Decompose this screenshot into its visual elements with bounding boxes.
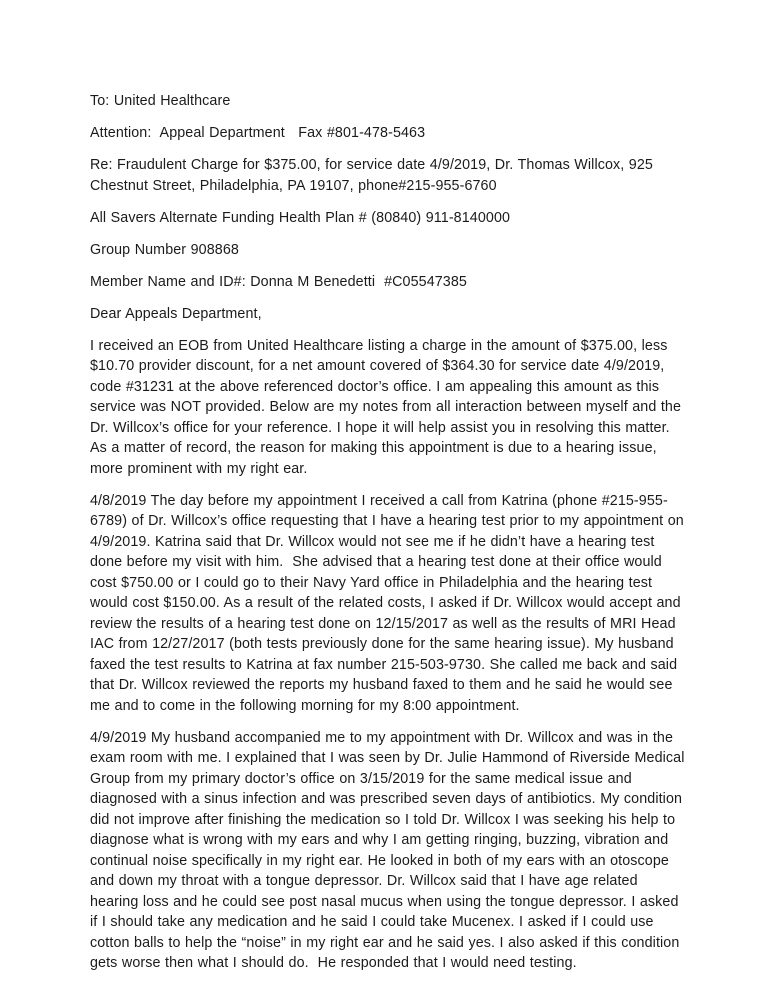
- letter-recipient-line: To: United Healthcare: [90, 93, 231, 109]
- appeal-letter: [90, 91, 689, 974]
- body-paragraph-2019-04-08: 4/8/2019 The day before my appointment I received a call from Katrina (phone #215-955-6789) of Dr. Willcox’s office requesting that I have a hearing test prior to my appointment on 4/9/2019. Katrina said that Dr. Willcox would not see me if he didn’t have a hearing test done before my visit with him. She advised that a hearing test done at their office would cost $750.00 or I could go to their Navy Yard office in Philadelphia and the hearing test would cost $150.00. As a result of the related costs, I asked if Dr. Willcox would accept and review the results of a hearing test done on 12/15/2017 as well as the results of MRI Head IAC from 12/27/2017 (both tests previously done for the same hearing issue). My husband faxed the test results to Katrina at fax number 215-503-9730. She called me back and said that Dr. Willcox reviewed the reports my husband faxed to them and he said he would see me and to come in the following morning for my 8:00 appointment.: [90, 492, 689, 714]
- group-number-line: Group Number 908868: [90, 241, 239, 258]
- salutation-line: Dear Appeals Department,: [90, 305, 262, 322]
- member-id-line: Member Name and ID#: Donna M Benedetti #C05547385: [90, 273, 467, 290]
- attention-line: Attention: Appeal Department Fax #801-478-5463: [90, 125, 426, 141]
- body-paragraph-eob: I received an EOB from United Healthcare listing a charge in the amount of $375.00, less $10.70 provider discount, for a net amount covered of $364.30 for service date 4/9/2019, code #31231 at the above referenced doctor’s office. I am appealing this amount as this service was NOT provided. Below are my notes from all interaction between myself and the Dr. Willcox’s office for your reference. I hope it will help assist you in resolving this matter. As a matter of record, the reason for making this appointment is due to a hearing issue, more prominent with my right ear.: [90, 337, 686, 477]
- body-paragraph-2019-04-09: 4/9/2019 My husband accompanied me to my appointment with Dr. Willcox and was in the exam room with me. I explained that I was seen by Dr. Julie Hammond of Riverside Medical Group from my primary doctor’s office on 3/15/2019 for the same medical issue and diagnosed with a sinus infection and was prescribed seven days of antibiotics. My condition did not improve after finishing the medication so I told Dr. Willcox I was seeking his help to diagnose what is wrong with my ears and why I am getting ringing, buzzing, vibration and continual noise specifically in my right ear. He looked in both of my ears with an otoscope and down my throat with a tongue depressor. Dr. Willcox said that I have age related hearing loss and he could see post nasal mucus when using the tongue depressor. I asked if I should take any medication and he said I could take Mucenex. I asked if I could use cotton balls to help the “noise” in my right ear and he said yes. I also asked if this condition gets worse then what I should do. He responded that I would need testing.: [90, 729, 689, 971]
- subject-line: Re: Fraudulent Charge for $375.00, for service date 4/9/2019, Dr. Thomas Willcox, 925 Chestnut Street, Philadelphia, PA 19107, phone#215-955-6760: [90, 157, 658, 194]
- health-plan-line: All Savers Alternate Funding Health Plan # (80840) 911-8140000: [90, 209, 511, 226]
